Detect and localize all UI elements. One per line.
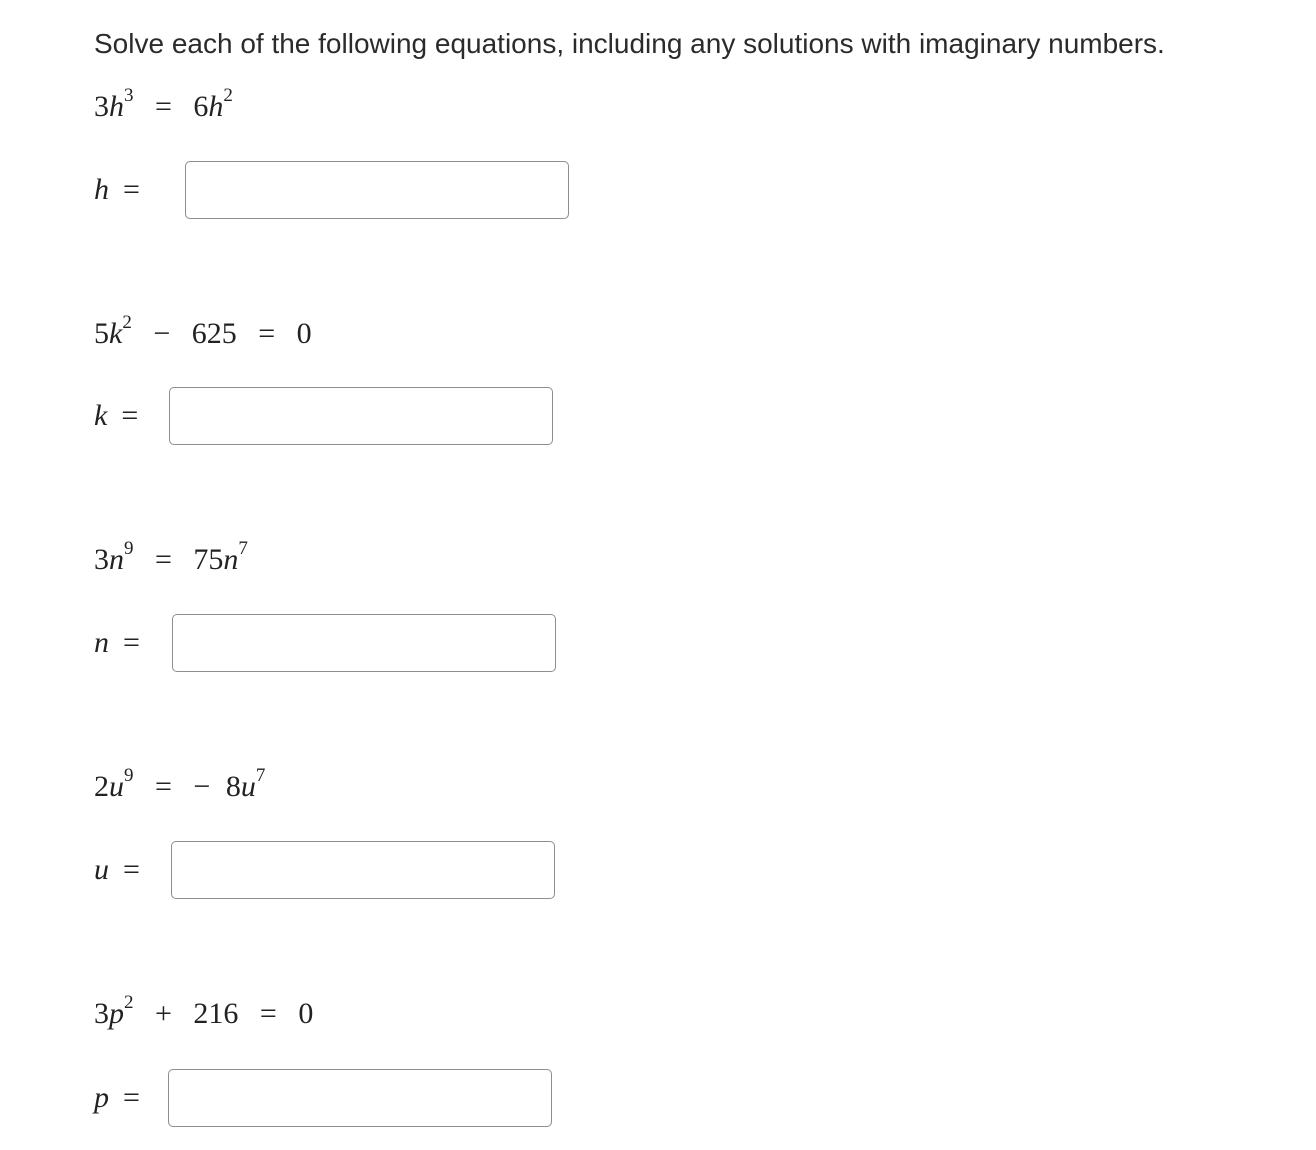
answer-input-h[interactable] [185,161,569,219]
equation-3 [94,538,248,577]
answer-var-n: n [94,626,109,659]
answer-input-k[interactable] [169,387,553,445]
eq2-lhs-exp: 2 [122,312,132,333]
eq4-equals: = [155,770,172,803]
eq3-lhs-var: n [109,543,124,576]
answer-eq-p: = [123,1081,140,1114]
answer-eq-n: = [123,626,140,659]
answer-var-u: u [94,853,109,886]
answer-input-u[interactable] [171,841,555,899]
eq4-rhs-coef: 8 [225,770,241,803]
answer-label-k [94,399,138,433]
answer-input-p[interactable] [168,1069,552,1127]
equation-1 [94,85,233,124]
answer-label-u [94,853,140,887]
eq4-rhs-sign: − [193,770,211,803]
eq5-lhs-exp: 2 [124,992,134,1013]
eq4-lhs-coef: 2 [94,770,109,803]
eq4-rhs-exp: 7 [255,765,266,786]
eq5-constant: 216 [193,997,239,1030]
answer-input-n[interactable] [172,614,556,672]
answer-var-p: p [94,1081,109,1114]
eq1-rhs-coef: 6 [193,90,209,123]
eq3-lhs-exp: 9 [124,538,134,559]
eq5-plus: + [155,997,172,1030]
eq5-equals: = [259,997,277,1030]
equation-5 [94,992,314,1031]
answer-label-h [94,173,140,207]
eq2-minus: − [153,317,171,350]
equation-4 [94,765,266,804]
eq2-equals: = [258,317,276,350]
eq5-rhs: 0 [298,997,314,1030]
eq1-rhs-var: h [208,90,224,123]
equation-2 [94,312,312,351]
eq2-lhs-coef: 5 [94,317,109,350]
answer-eq-k: = [121,399,139,432]
eq5-lhs-coef: 3 [94,997,109,1030]
eq3-rhs-exp: 7 [238,538,248,559]
eq1-lhs-exp: 3 [124,85,134,106]
eq1-rhs-exp: 2 [223,85,233,106]
answer-label-p [94,1081,140,1115]
eq2-constant: 625 [191,317,237,350]
eq1-equals: = [155,90,172,123]
eq4-lhs-exp: 9 [124,765,134,786]
answer-var-k: k [94,399,108,432]
eq2-rhs: 0 [296,317,312,350]
eq4-lhs-var: u [109,770,124,803]
eq1-lhs-var: h [109,90,124,123]
instructions: Solve each of the following equations, including any solutions with imaginary numbers. [94,28,1165,59]
eq5-lhs-var: p [109,997,124,1030]
eq3-lhs-coef: 3 [94,543,109,576]
eq4-rhs-var: u [240,770,256,803]
eq3-equals: = [155,543,172,576]
eq3-rhs-coef: 75 [193,543,224,576]
eq2-lhs-var: k [109,317,123,350]
answer-eq-h: = [123,173,140,206]
eq1-lhs-coef: 3 [94,90,109,123]
eq3-rhs-var: n [223,543,239,576]
answer-label-n [94,626,140,660]
answer-eq-u: = [123,853,140,886]
answer-var-h: h [94,173,109,206]
